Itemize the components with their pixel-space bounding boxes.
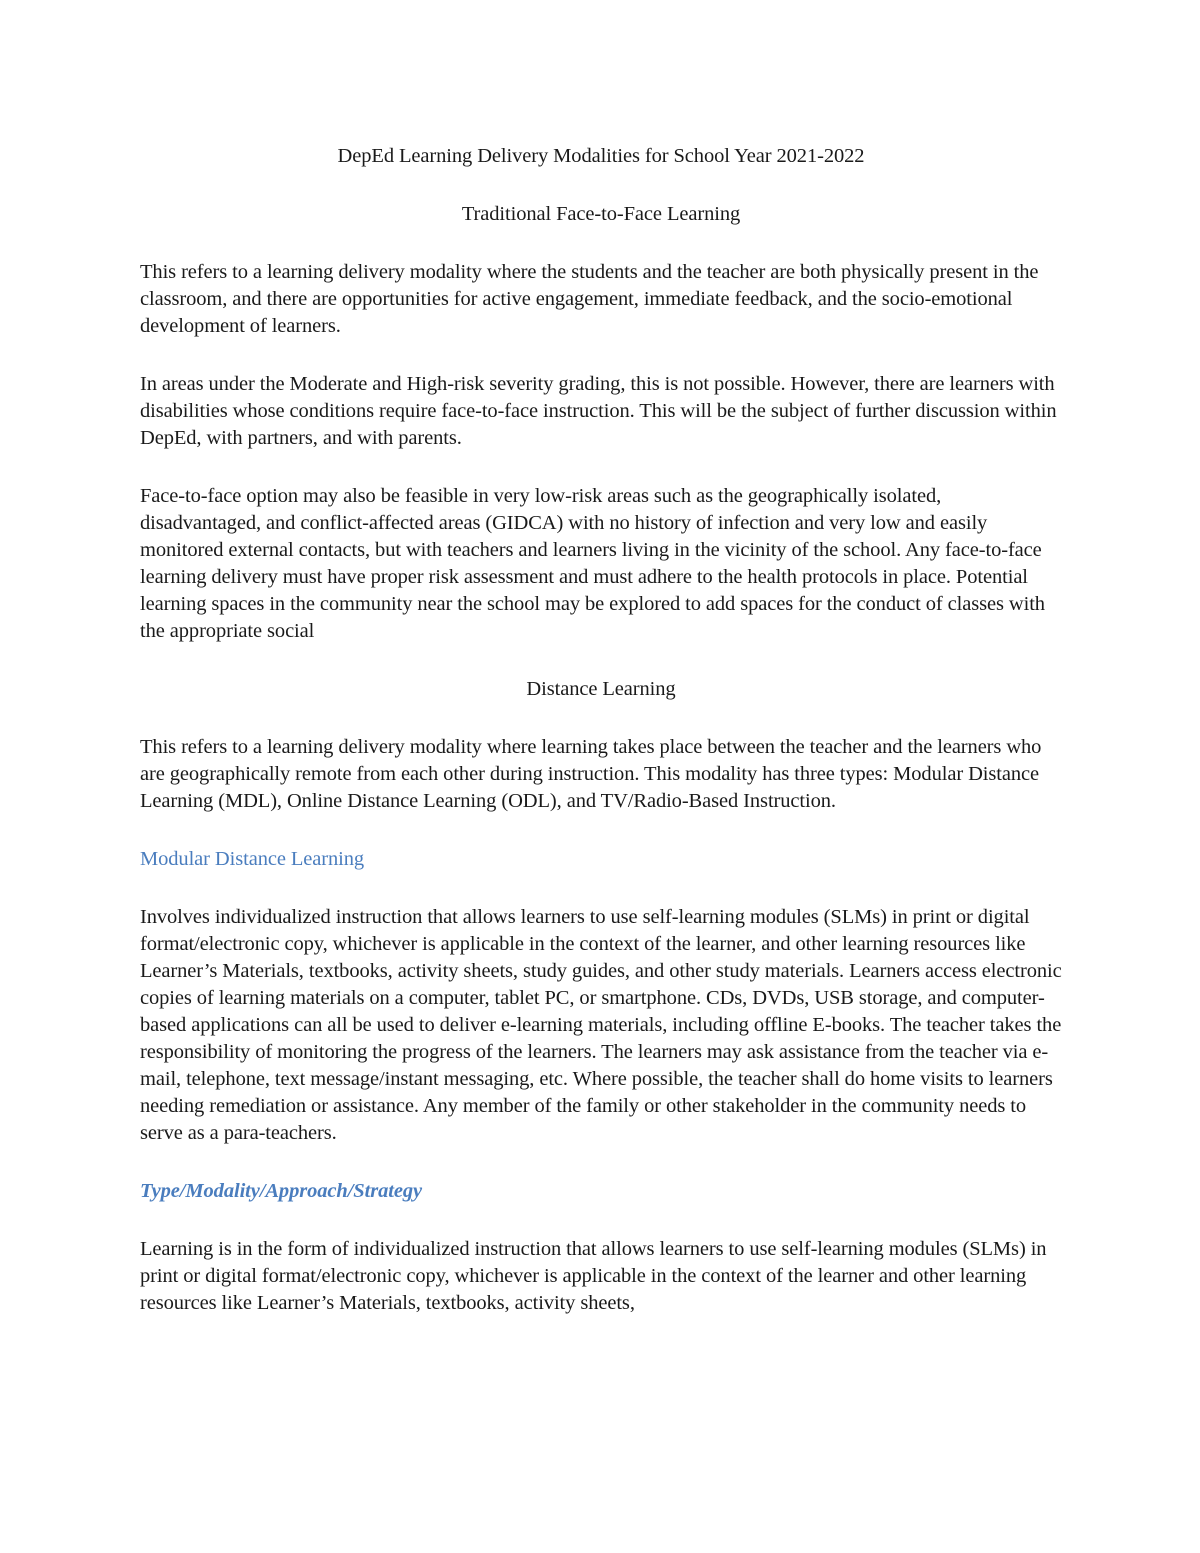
- paragraph: This refers to a learning delivery modality where learning takes place between the teacher and the learners who are geographically remote from each other during instruction. This modality has three types: Modular Distance Learning (MDL), Online Distance Learning (ODL), and TV/Radio-Based Instruction.: [140, 736, 1042, 812]
- document-title: DepEd Learning Delivery Modalities for School Year 2021-2022: [337, 145, 865, 167]
- section-heading-distance: Distance Learning: [526, 678, 676, 700]
- section-heading-type-modality: Type/Modality/Approach/Strategy: [140, 1180, 422, 1202]
- section-heading-face-to-face: Traditional Face-to-Face Learning: [461, 203, 741, 225]
- paragraph: In areas under the Moderate and High-risk severity grading, this is not possible. However, there are learners with disabilities whose conditions require face-to-face instruction. This will be the subject of further discussion within DepEd, with partners, and with parents.: [140, 373, 1057, 449]
- paragraph: Involves individualized instruction that allows learners to use self-learning modules (SLMs) in print or digital format/electronic copy, whichever is applicable in the context of the learner, and other learning resources like Learner’s Materials, textbooks, activity sheets, study guides, and other study materials. Learners access electronic copies of learning materials on a computer, tablet PC, or smartphone. CDs, DVDs, USB storage, and computer-based applications can all be used to deliver e-learning materials, including offline E-books. The teacher takes the responsibility of monitoring the progress of the learners. The learners may ask assistance from the teacher via e-mail, telephone, text message/instant messaging, etc. Where possible, the teacher shall do home visits to learners needing remediation or assistance. Any member of the family or other stakeholder in the community needs to serve as a para-teachers.: [140, 906, 1062, 1144]
- section-heading-modular: Modular Distance Learning: [140, 848, 365, 870]
- paragraph: This refers to a learning delivery modality where the students and the teacher are both physically present in the classroom, and there are opportunities for active engagement, immediate feedback, and the socio-emotional development of learners.: [140, 261, 1039, 337]
- document-body: [140, 143, 1062, 1348]
- paragraph: Face-to-face option may also be feasible in very low-risk areas such as the geographically isolated, disadvantaged, and conflict-affected areas (GIDCA) with no history of infection and very low and easily monitored external contacts, but with teachers and learners living in the vicinity of the school. Any face-to-face learning delivery must have proper risk assessment and must adhere to the health protocols in place. Potential learning spaces in the community near the school may be explored to add spaces for the conduct of classes with the appropriate social: [140, 485, 1045, 642]
- paragraph: Learning is in the form of individualized instruction that allows learners to use self-learning modules (SLMs) in print or digital format/electronic copy, whichever is applicable in the context of the learner and other learning resources like Learner’s Materials, textbooks, activity sheets,: [140, 1238, 1047, 1314]
